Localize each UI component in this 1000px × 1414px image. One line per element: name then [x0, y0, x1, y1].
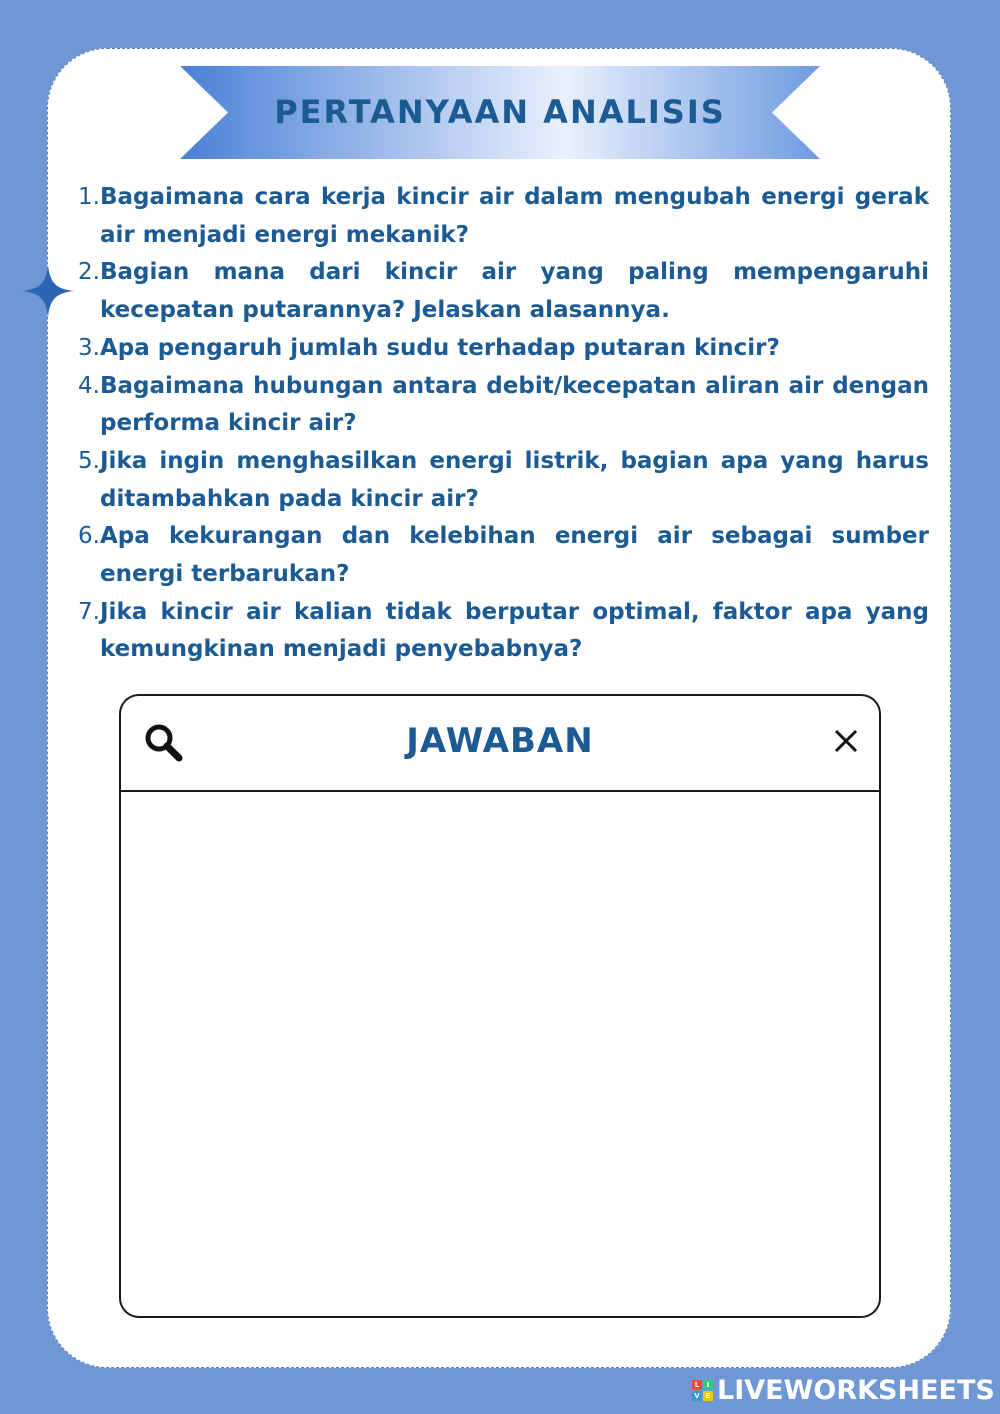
question-item — [72, 594, 929, 669]
logo-letter-v: V — [692, 1391, 702, 1401]
question-list — [72, 179, 929, 669]
question-item — [72, 518, 929, 593]
answer-title: JAWABAN — [406, 721, 594, 761]
question-number: 2. — [78, 259, 100, 286]
question-item — [72, 254, 929, 329]
liveworksheets-watermark — [692, 1372, 995, 1408]
question-text: Apa pengaruh jumlah sudu terhadap putaran kincir? — [100, 334, 780, 361]
logo-letter-i: I — [703, 1380, 713, 1390]
question-number: 7. — [78, 598, 100, 625]
close-icon — [833, 728, 859, 754]
answer-input-area[interactable] — [121, 792, 879, 1312]
question-item — [72, 330, 929, 368]
sparkle-icon — [22, 265, 74, 317]
question-text: Bagaimana cara kerja kincir air dalam mengubah energi gerak air menjadi energi mekanik? — [100, 184, 929, 248]
watermark-text: LIVEWORKSHEETS — [717, 1374, 995, 1406]
answer-box — [119, 694, 881, 1318]
question-number: 5. — [78, 447, 100, 474]
question-item — [72, 368, 929, 443]
question-text: Bagian mana dari kincir air yang paling mempengaruhi kecepatan putarannya? Jelaskan alasannya. — [100, 259, 929, 324]
question-item — [72, 179, 929, 254]
question-number: 6. — [78, 523, 100, 550]
title-banner — [180, 66, 820, 159]
logo-letter-l: L — [692, 1380, 702, 1390]
question-text: Jika kincir air kalian tidak berputar optimal, faktor apa yang kemungkinan menjadi penyebabnya? — [100, 598, 929, 663]
logo-letter-e: E — [703, 1391, 713, 1401]
question-text: Jika ingin menghasilkan energi listrik, bagian apa yang harus ditambahkan pada kincir air? — [100, 447, 929, 512]
answer-header — [121, 696, 879, 792]
question-item — [72, 443, 929, 518]
page-title: PERTANYAAN ANALISIS — [274, 93, 726, 131]
question-number: 4. — [78, 372, 100, 399]
question-number: 1. — [78, 184, 100, 210]
question-text: Bagaimana hubungan antara debit/kecepatan aliran air dengan performa kincir air? — [100, 372, 929, 437]
liveworksheets-logo-icon — [692, 1380, 713, 1401]
question-number: 3. — [78, 334, 100, 361]
question-text: Apa kekurangan dan kelebihan energi air sebagai sumber energi terbarukan? — [100, 523, 929, 588]
